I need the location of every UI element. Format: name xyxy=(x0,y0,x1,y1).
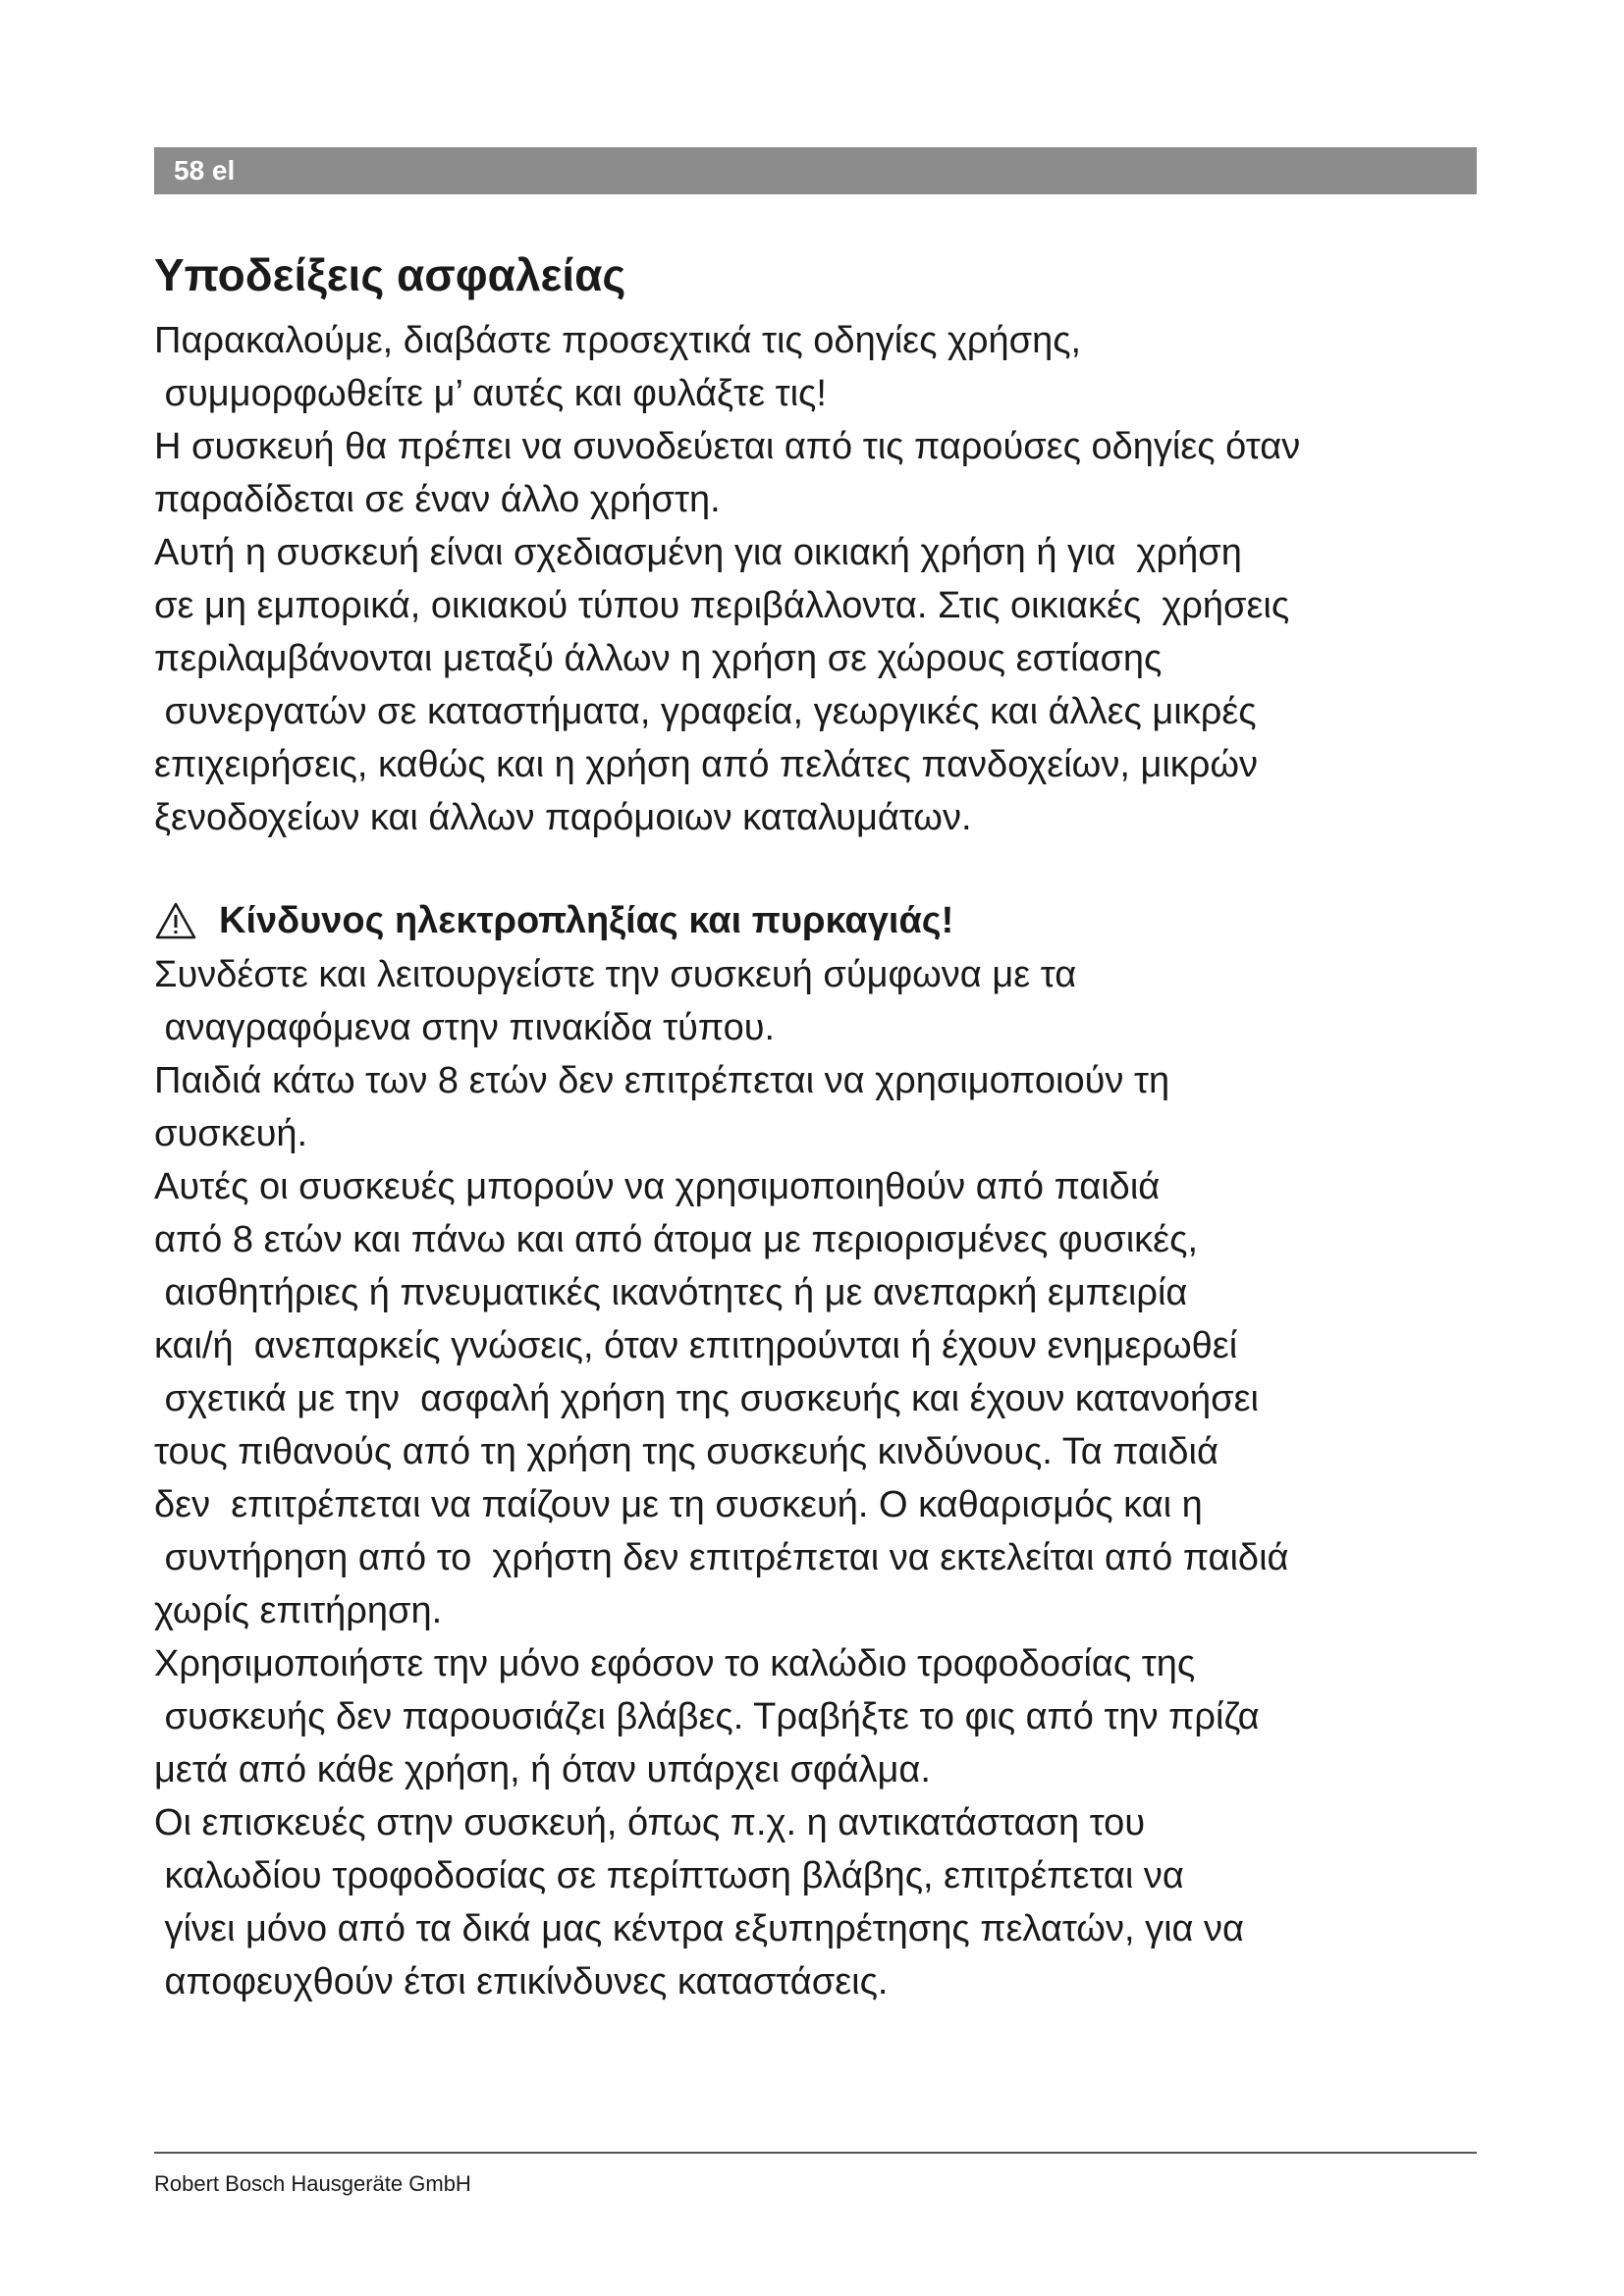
text-line: παραδίδεται σε έναν άλλο χρήστη. xyxy=(154,479,721,520)
text-line: συσκευής δεν παρουσιάζει βλάβες. Τραβήξτε το φις από την πρίζα xyxy=(154,1696,1260,1737)
text-line: αισθητήριες ή πνευματικές ικανότητες ή με ανεπαρκή εμπειρία xyxy=(154,1272,1188,1313)
footer-divider xyxy=(154,2152,1477,2154)
text-line: ξενοδοχείων και άλλων παρόμοιων καταλυμάτων. xyxy=(154,797,972,838)
text-line: επιχειρήσεις, καθώς και η χρήση από πελάτες πανδοχείων, μικρών xyxy=(154,744,1259,785)
text-line: Παρακαλούμε, διαβάστε προσεχτικά τις οδηγίες χρήσης, xyxy=(154,320,1082,361)
footer-company: Robert Bosch Hausgeräte GmbH xyxy=(154,2171,471,2196)
text-line: Οι επισκευές στην συσκευή, όπως π.χ. η αντικατάσταση του xyxy=(154,1802,1146,1843)
section-title: Υποδείξεις ασφαλείας xyxy=(154,249,626,300)
page-content xyxy=(154,243,1489,2008)
text-line: αναγραφόμενα στην πινακίδα τύπου. xyxy=(154,1007,776,1048)
text-line: Αυτή η συσκευή είναι σχεδιασμένη για οικιακή χρήση ή για χρήση xyxy=(154,532,1242,573)
warning-heading xyxy=(154,893,1489,948)
text-line: Παιδιά κάτω των 8 ετών δεν επιτρέπεται να χρησιμοποιούν τη xyxy=(154,1060,1170,1101)
text-line: Συνδέστε και λειτουργείστε την συσκευή σύμφωνα με τα xyxy=(154,954,1077,995)
page-header-bar xyxy=(154,147,1477,194)
text-line: από 8 ετών και πάνω και από άτομα με περιορισμένες φυσικές, xyxy=(154,1219,1198,1260)
text-line: σχετικά με την ασφαλή χρήση της συσκευής και έχουν κατανοήσει xyxy=(154,1378,1259,1419)
text-line: Η συσκευή θα πρέπει να συνοδεύεται από τις παρούσες οδηγίες όταν xyxy=(154,426,1301,467)
text-line: συντήρηση από το χρήστη δεν επιτρέπεται να εκτελείται από παιδιά xyxy=(154,1537,1289,1578)
text-line: αποφευχθούν έτσι επικίνδυνες καταστάσεις. xyxy=(154,1961,889,2002)
text-line: σε μη εμπορικά, οικιακού τύπου περιβάλλοντα. Στις οικιακές χρήσεις xyxy=(154,585,1290,626)
text-line: Χρησιμοποιήστε την μόνο εφόσον το καλώδιο τροφοδοσίας της xyxy=(154,1643,1196,1684)
section2-body xyxy=(154,948,1489,2008)
warning-triangle-icon xyxy=(154,901,197,940)
text-line: καλωδίου τροφοδοσίας σε περίπτωση βλάβης, επιτρέπεται να xyxy=(154,1855,1184,1896)
text-line: δεν επιτρέπεται να παίζουν με τη συσκευή. Ο καθαρισμός και η xyxy=(154,1484,1203,1525)
text-line: μετά από κάθε χρήση, ή όταν υπάρχει σφάλμα. xyxy=(154,1749,931,1790)
page-number-label: 58 el xyxy=(174,155,236,186)
text-line: περιλαμβάνονται μεταξύ άλλων η χρήση σε χώρους εστίασης xyxy=(154,638,1163,679)
text-line: χωρίς επιτήρηση. xyxy=(154,1590,443,1631)
text-line: συνεργατών σε καταστήματα, γραφεία, γεωργικές και άλλες μικρές xyxy=(154,691,1257,732)
text-line: Αυτές οι συσκευές μπορούν να χρησιμοποιηθούν από παιδιά xyxy=(154,1166,1161,1207)
text-line: τους πιθανούς από τη χρήση της συσκευής κινδύνους. Τα παιδιά xyxy=(154,1431,1218,1472)
text-line: συσκευή. xyxy=(154,1113,308,1154)
text-line: και/ή ανεπαρκείς γνώσεις, όταν επιτηρούνται ή έχουν ενημερωθεί xyxy=(154,1325,1238,1366)
section1-body xyxy=(154,314,1489,844)
warning-heading-text: Κίνδυνος ηλεκτροπληξίας και πυρκαγιάς! xyxy=(219,900,954,941)
text-line: συμμορφωθείτε μ’ αυτές και φυλάξτε τις! xyxy=(154,373,827,414)
text-line: γίνει μόνο από τα δικά μας κέντρα εξυπηρέτησης πελατών, για να xyxy=(154,1908,1245,1949)
